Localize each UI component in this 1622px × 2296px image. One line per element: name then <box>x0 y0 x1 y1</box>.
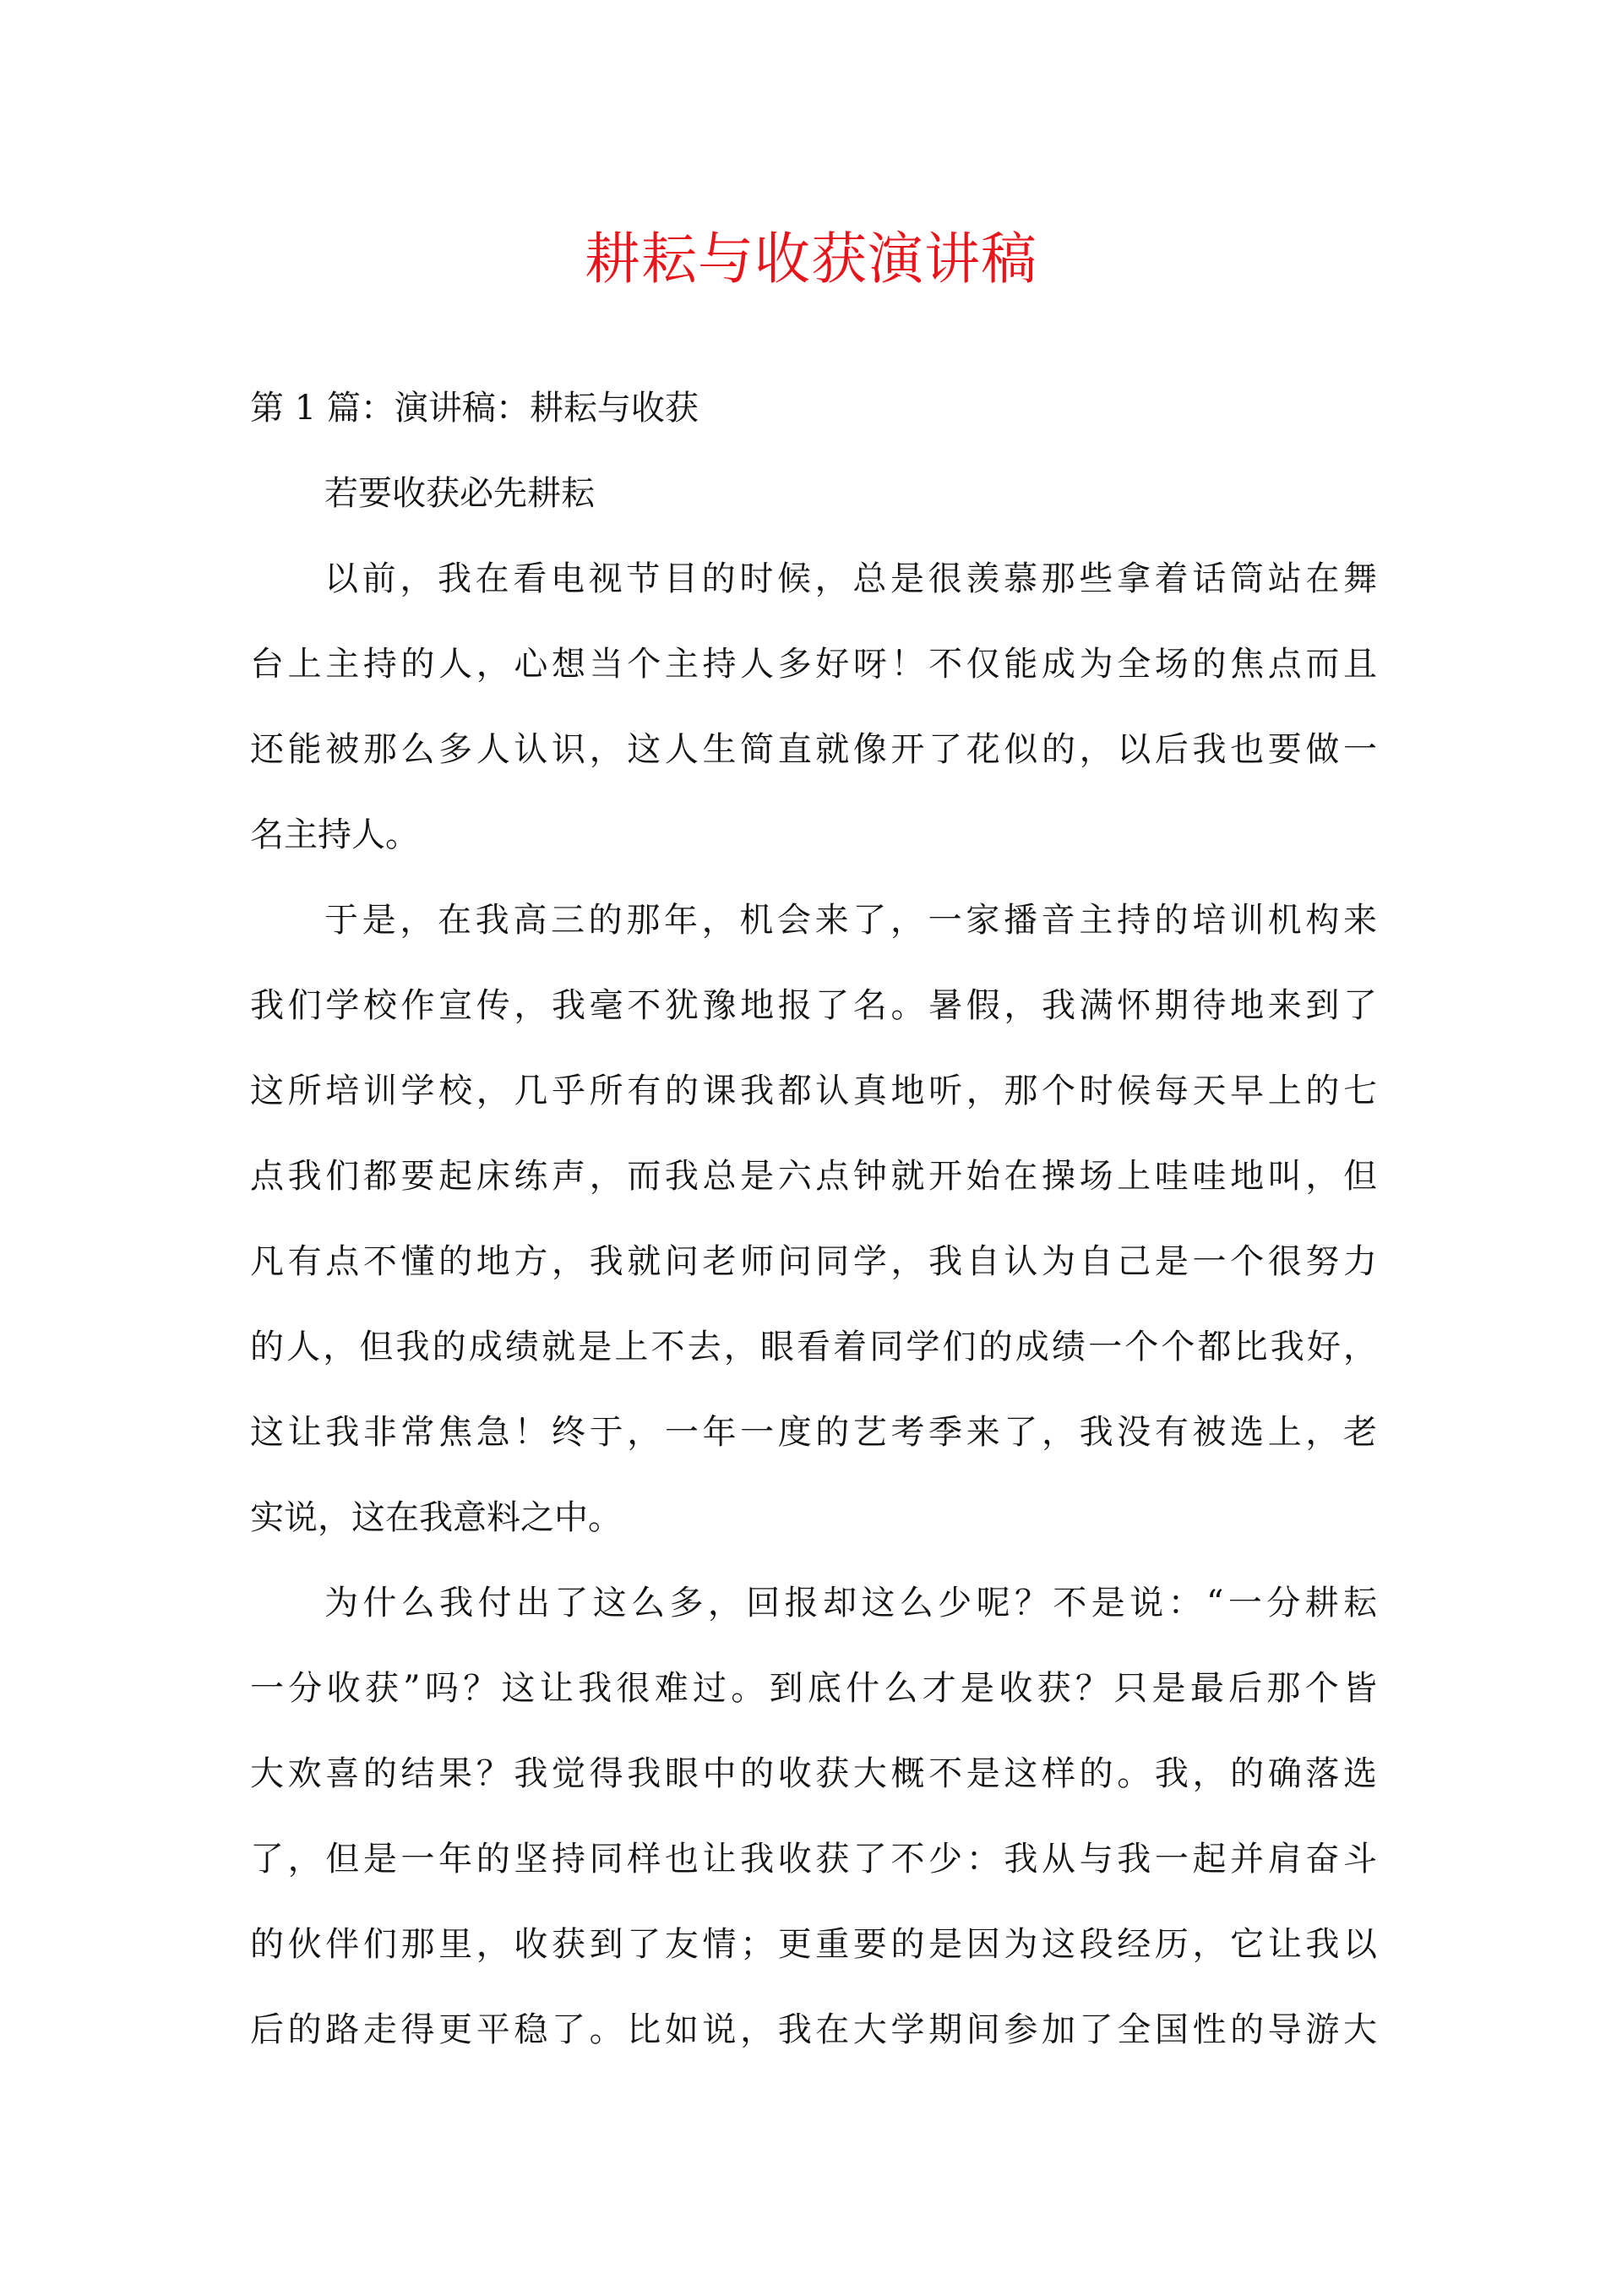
text-line: 以前，我在看电视节目的时候，总是很羡慕那些拿着话筒站在舞 <box>324 559 1377 598</box>
text-line: 这让我非常焦急！终于，一年一度的艺考季来了，我没有被选上，老 <box>250 1413 1377 1452</box>
text-line: 为什么我付出了这么多，回报却这么少呢？不是说：“一分耕耘 <box>324 1584 1377 1622</box>
text-line: 台上主持的人，心想当个主持人多好呀！不仅能成为全场的焦点而且 <box>250 645 1377 684</box>
text-line: 于是，在我高三的那年，机会来了，一家播音主持的培训机构来 <box>324 901 1377 940</box>
text-line: 点我们都要起床练声，而我总是六点钟就开始在操场上哇哇地叫，但 <box>250 1157 1377 1196</box>
text-line: 这所培训学校，几乎所有的课我都认真地听，那个时候每天早上的七 <box>250 1072 1377 1110</box>
text-line: 的伙伴们那里，收获到了友情；更重要的是因为这段经历，它让我以 <box>250 1925 1377 1964</box>
text-line: 还能被那么多人认识，这人生简直就像开了花似的，以后我也要做一 <box>250 730 1377 769</box>
text-line: 若要收获必先耕耘 <box>324 474 595 513</box>
text-line: 了，但是一年的坚持同样也让我收获了不少：我从与我一起并肩奋斗 <box>250 1840 1377 1879</box>
text-line: 的人，但我的成绩就是上不去，眼看着同学们的成绩一个个都比我好， <box>250 1328 1377 1366</box>
document-body <box>250 379 1377 2086</box>
text-line: 一分收获”吗？这让我很难过。到底什么才是收获？只是最后那个皆 <box>250 1669 1377 1708</box>
text-line: 大欢喜的结果？我觉得我眼中的收获大概不是这样的。我，的确落选 <box>250 1754 1377 1793</box>
text-line: 名主持人。 <box>250 815 419 854</box>
text-line: 实说，这在我意料之中。 <box>250 1498 622 1537</box>
document-title: 耕耘与收获演讲稿 <box>585 226 1037 292</box>
text-line: 第 1 篇：演讲稿：耕耘与收获 <box>250 389 699 428</box>
text-line: 后的路走得更平稳了。比如说，我在大学期间参加了全国性的导游大 <box>250 2010 1377 2049</box>
text-line: 凡有点不懂的地方，我就问老师问同学，我自认为自己是一个很努力 <box>250 1242 1377 1281</box>
text-line: 我们学校作宣传，我毫不犹豫地报了名。暑假，我满怀期待地来到了 <box>250 986 1377 1025</box>
